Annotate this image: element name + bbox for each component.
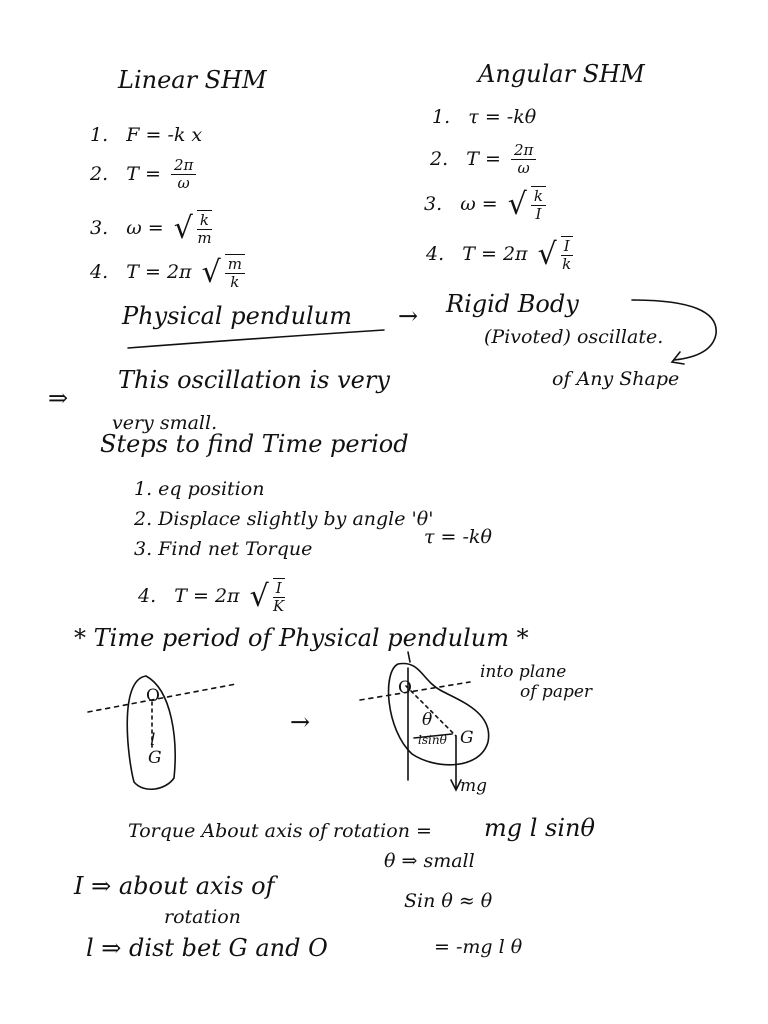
diagram-arrow-icon: → [290, 708, 311, 736]
step-2: 2. Displace slightly by angle 'θ' [134, 508, 434, 530]
item-number: 1. [90, 124, 109, 146]
numerator: I [561, 238, 573, 256]
right-arrow-icon: → [398, 302, 419, 330]
theta-small-label: θ ⇒ small [384, 850, 475, 872]
right-cg-label: G [460, 728, 474, 748]
oscillation-line-1: This oscillation is very [118, 366, 390, 394]
sqrt-sign: √ [537, 236, 557, 272]
period-lhs: T = [126, 162, 161, 185]
denominator: k [562, 255, 572, 274]
sqrt-sign: √ [201, 254, 221, 290]
numerator: 2π [511, 142, 536, 160]
period-lhs: T = 2π [126, 260, 192, 283]
item-number: 3. [90, 216, 109, 239]
force-equation: F = -k x [126, 124, 203, 146]
item-number: 2. [430, 147, 449, 170]
time-period-heading: * Time period of Physical pendulum * [74, 624, 529, 652]
tick-mark [408, 652, 410, 662]
item-number: 3. [424, 192, 443, 215]
step-1: 1. eq position [134, 478, 265, 500]
numerator: m [225, 256, 245, 274]
sin-approx-label: Sin θ ≈ θ [404, 890, 493, 912]
left-pivot-label: O [146, 686, 160, 706]
lsin-arrow [414, 734, 452, 738]
title-underline [128, 330, 384, 348]
steps-heading: Steps to find Time period [100, 430, 409, 458]
weight-label: mg [460, 776, 488, 796]
step-3-equation: τ = -kθ [424, 526, 492, 548]
torque-equation: τ = -kθ [468, 106, 537, 128]
period-lhs: T = 2π [174, 584, 240, 607]
angular-shm-heading: Angular SHM [478, 60, 645, 88]
any-shape-label: of Any Shape [552, 368, 680, 390]
left-axis-line [88, 684, 236, 712]
torque-expression: mg l sinθ [484, 814, 595, 842]
omega-lhs: ω = [460, 192, 498, 215]
into-plane-label: into plane [480, 662, 567, 682]
numerator: 2π [171, 157, 196, 175]
omega-lhs: ω = [126, 216, 164, 239]
I-definition-line-1: I ⇒ about axis of [74, 872, 275, 900]
lsin-label: lsinθ [418, 733, 447, 747]
sqrt-sign: √ [249, 578, 269, 614]
sqrt-sign: √ [507, 186, 527, 222]
linear-shm-heading: Linear SHM [118, 66, 267, 94]
denominator: K [273, 597, 285, 616]
I-definition-line-2: rotation [164, 906, 241, 928]
item-number: 1. [432, 106, 451, 128]
item-number: 4. [90, 260, 109, 283]
final-torque-label: = -mg l θ [434, 936, 523, 958]
denominator: m [197, 229, 212, 248]
sqrt-sign: √ [173, 210, 193, 246]
oscillation-line-2: very small. [112, 412, 218, 434]
denominator: ω [517, 159, 530, 178]
right-pivot-label: O [398, 678, 412, 698]
numerator: I [273, 580, 285, 598]
numerator: k [531, 188, 546, 206]
item-number: 4. [138, 584, 157, 607]
rigid-body-label: Rigid Body [446, 290, 579, 318]
pivoted-oscillate-label: (Pivoted) oscillate. [484, 326, 664, 348]
l-definition: l ⇒ dist bet G and O [86, 934, 328, 962]
denominator: k [230, 273, 240, 292]
item-number: 2. [90, 162, 109, 185]
left-cg-label: G [148, 748, 162, 768]
implies-icon: ⇒ [48, 384, 69, 412]
right-body-outline [389, 663, 489, 764]
numerator: k [197, 212, 212, 230]
theta-label: θ [422, 710, 433, 730]
period-lhs: T = 2π [462, 242, 528, 265]
left-body-outline [127, 676, 175, 789]
curved-arrow [632, 300, 716, 360]
denominator: ω [177, 174, 190, 193]
left-length-label: l [150, 730, 156, 750]
physical-pendulum-title: Physical pendulum [122, 302, 352, 330]
curved-arrow-head [672, 352, 684, 364]
step-3: 3. Find net Torque [134, 538, 313, 560]
of-paper-label: of paper [520, 682, 593, 702]
denominator: I [535, 205, 542, 224]
item-number: 4. [426, 242, 445, 265]
torque-about-label: Torque About axis of rotation = [128, 820, 432, 842]
period-lhs: T = [466, 147, 501, 170]
